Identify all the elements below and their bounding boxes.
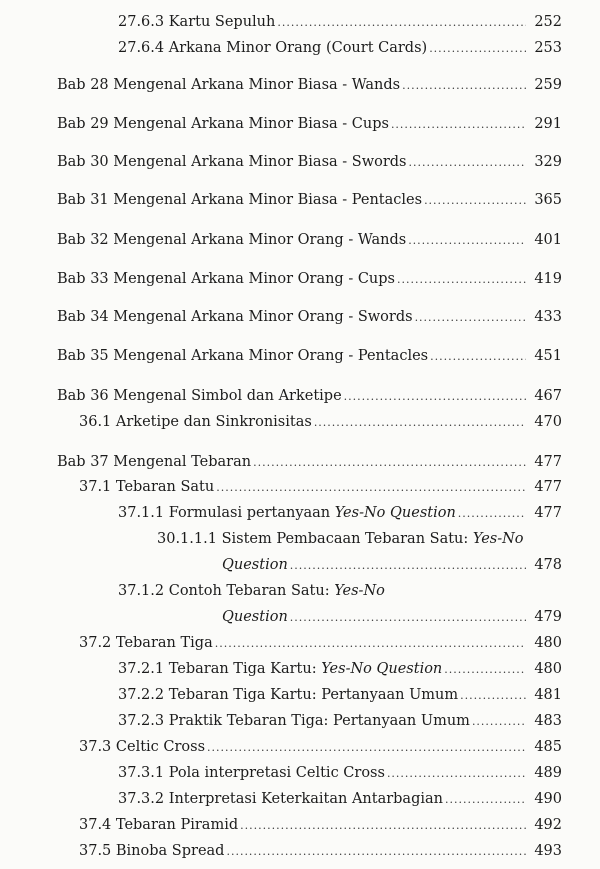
dot-leader — [408, 228, 526, 254]
toc-entry-title — [222, 552, 288, 578]
toc-entry-title: Bab 31 Mengenal Arkana Minor Biasa - Pentacles — [57, 192, 423, 208]
dot-leader — [240, 813, 526, 839]
toc-entry-37-5 — [79, 838, 562, 864]
toc-entry-title: 37.2.2 Tebaran Tiga Kartu: Pertanyaan Umum — [118, 687, 459, 703]
title-text: 37.1.1 Formulasi pertanyaan — [118, 505, 335, 521]
toc-entry-page: 492 — [534, 817, 562, 833]
toc-entry-37-1-2-line1 — [118, 578, 385, 604]
title-italic: Yes-No Question — [334, 505, 456, 521]
toc-entry-page: 481 — [534, 687, 562, 703]
title-italic: Question — [222, 557, 288, 573]
dot-leader — [429, 36, 526, 62]
toc-entry-page: 477 — [534, 454, 562, 470]
toc-entry-page: 477 — [534, 479, 562, 495]
dot-leader — [402, 73, 526, 99]
toc-entry-37-3 — [79, 734, 562, 760]
toc-entry-37-2 — [79, 630, 562, 656]
dot-leader — [444, 657, 526, 683]
toc-entry-36-1 — [79, 409, 562, 435]
toc-entry-title: 27.6.4 Arkana Minor Orang (Court Cards) — [118, 40, 428, 56]
toc-entry-37-3-1 — [118, 760, 562, 786]
dot-leader — [445, 787, 526, 813]
toc-entry-page: 252 — [534, 14, 562, 30]
toc-entry-page: 480 — [534, 661, 562, 677]
toc-entry-37-1-1 — [118, 500, 562, 526]
toc-entry-title: Bab 35 Mengenal Arkana Minor Orang - Pentacles — [57, 348, 429, 364]
toc-entry-bab-32 — [57, 227, 562, 253]
toc-entry-page: 291 — [534, 116, 562, 132]
toc-entry-title: 37.3.1 Pola interpretasi Celtic Cross — [118, 765, 385, 781]
toc-entry-title: 37.3 Celtic Cross — [79, 739, 206, 755]
toc-entry-page: 485 — [534, 739, 562, 755]
toc-entry-37-2-1 — [118, 656, 562, 682]
title-text: 37.1.2 Contoh Tebaran Satu: — [118, 583, 335, 599]
toc-entry-bab-37 — [57, 449, 562, 475]
toc-entry-27-6-4 — [118, 35, 562, 61]
dot-leader — [391, 112, 526, 138]
toc-entry-title: 37.4 Tebaran Piramid — [79, 817, 239, 833]
title-text: 30.1.1.1 Sistem Pembacaan Tebaran Satu: — [157, 531, 473, 547]
toc-entry-page: 489 — [534, 765, 562, 781]
dot-leader — [277, 10, 526, 36]
toc-entry-title: 37.2 Tebaran Tiga — [79, 635, 213, 651]
toc-entry-title — [222, 604, 288, 630]
dot-leader — [460, 683, 526, 709]
title-italic: Yes-No — [334, 583, 385, 599]
toc-entry-page: 490 — [534, 791, 562, 807]
toc-entry-title: 27.6.3 Kartu Sepuluh — [118, 14, 276, 30]
title-italic: Yes-No Question — [321, 661, 443, 677]
toc-entry-37-3-2 — [118, 786, 562, 812]
toc-entry-title: 37.5 Binoba Spread — [79, 843, 225, 859]
dot-leader — [290, 553, 526, 579]
toc-entry-bab-28 — [57, 72, 562, 98]
toc-entry-title: 37.1 Tebaran Satu — [79, 479, 215, 495]
dot-leader — [253, 450, 526, 476]
dot-leader — [215, 631, 526, 657]
toc-entry-title — [118, 656, 442, 682]
toc-entry-37-4 — [79, 812, 562, 838]
dot-leader — [409, 150, 526, 176]
toc-entry-page: 470 — [534, 414, 562, 430]
toc-entry-30-1-1-1 — [222, 552, 562, 578]
dot-leader — [290, 605, 526, 631]
dot-leader — [424, 188, 526, 214]
toc-entry-bab-33 — [57, 266, 562, 292]
toc-entry-title: Bab 37 Mengenal Tebaran — [57, 454, 252, 470]
toc-entry-page: 329 — [534, 154, 562, 170]
toc-entry-bab-35 — [57, 343, 562, 369]
toc-entry-title: Bab 33 Mengenal Arkana Minor Orang - Cups — [57, 271, 395, 287]
toc-entry-37-1-2 — [222, 604, 562, 630]
toc-entry-37-2-2 — [118, 682, 562, 708]
title-text: 37.2.1 Tebaran Tiga Kartu: — [118, 661, 322, 677]
toc-entry-page: 479 — [534, 609, 562, 625]
toc-entry-page: 365 — [534, 192, 562, 208]
toc-entry-37-2-3 — [118, 708, 562, 734]
toc-entry-title: Bab 34 Mengenal Arkana Minor Orang - Swords — [57, 309, 413, 325]
dot-leader — [226, 839, 526, 865]
toc-entry-title: Bab 32 Mengenal Arkana Minor Orang - Wands — [57, 232, 407, 248]
toc-entry-page: 478 — [534, 557, 562, 573]
toc-entry-page: 467 — [534, 388, 562, 404]
toc-entry-title: Bab 28 Mengenal Arkana Minor Biasa - Wands — [57, 77, 401, 93]
dot-leader — [387, 761, 526, 787]
toc-entry-37-1 — [79, 474, 562, 500]
toc-entry-bab-30 — [57, 149, 562, 175]
dot-leader — [458, 501, 526, 527]
toc-entry-page: 451 — [534, 348, 562, 364]
dot-leader — [207, 735, 526, 761]
toc-entry-page: 433 — [534, 309, 562, 325]
toc-entry-30-1-1-1-line1 — [157, 526, 524, 552]
toc-entry-page: 259 — [534, 77, 562, 93]
toc-entry-title: Bab 29 Mengenal Arkana Minor Biasa - Cups — [57, 116, 389, 132]
toc-entry-page: 401 — [534, 232, 562, 248]
toc-entry-page: 477 — [534, 505, 562, 521]
toc-entry-title: 37.2.3 Praktik Tebaran Tiga: Pertanyaan Umum — [118, 713, 470, 729]
toc-entry-bab-34 — [57, 304, 562, 330]
dot-leader — [430, 344, 526, 370]
toc-entry-bab-31 — [57, 187, 562, 213]
toc-entry-title: Bab 30 Mengenal Arkana Minor Biasa - Swords — [57, 154, 407, 170]
toc-entry-page: 480 — [534, 635, 562, 651]
toc-entry-title: Bab 36 Mengenal Simbol dan Arketipe — [57, 388, 342, 404]
dot-leader — [344, 384, 526, 410]
toc-entry-page: 493 — [534, 843, 562, 859]
toc-entry-title: 36.1 Arketipe dan Sinkronisitas — [79, 414, 312, 430]
dot-leader — [415, 305, 526, 331]
toc-entry-title — [118, 500, 456, 526]
toc-entry-page: 419 — [534, 271, 562, 287]
title-italic: Question — [222, 609, 288, 625]
title-italic: Yes-No — [472, 531, 524, 547]
dot-leader — [397, 267, 526, 293]
toc-entry-bab-29 — [57, 111, 562, 137]
toc-entry-bab-36 — [57, 383, 562, 409]
toc-entry-page: 483 — [534, 713, 562, 729]
dot-leader — [216, 475, 526, 501]
toc-entry-27-6-3 — [118, 9, 562, 35]
toc-entry-page: 253 — [534, 40, 562, 56]
dot-leader — [472, 709, 526, 735]
toc-entry-title: 37.3.2 Interpretasi Keterkaitan Antarbagian — [118, 791, 443, 807]
dot-leader — [314, 410, 526, 436]
